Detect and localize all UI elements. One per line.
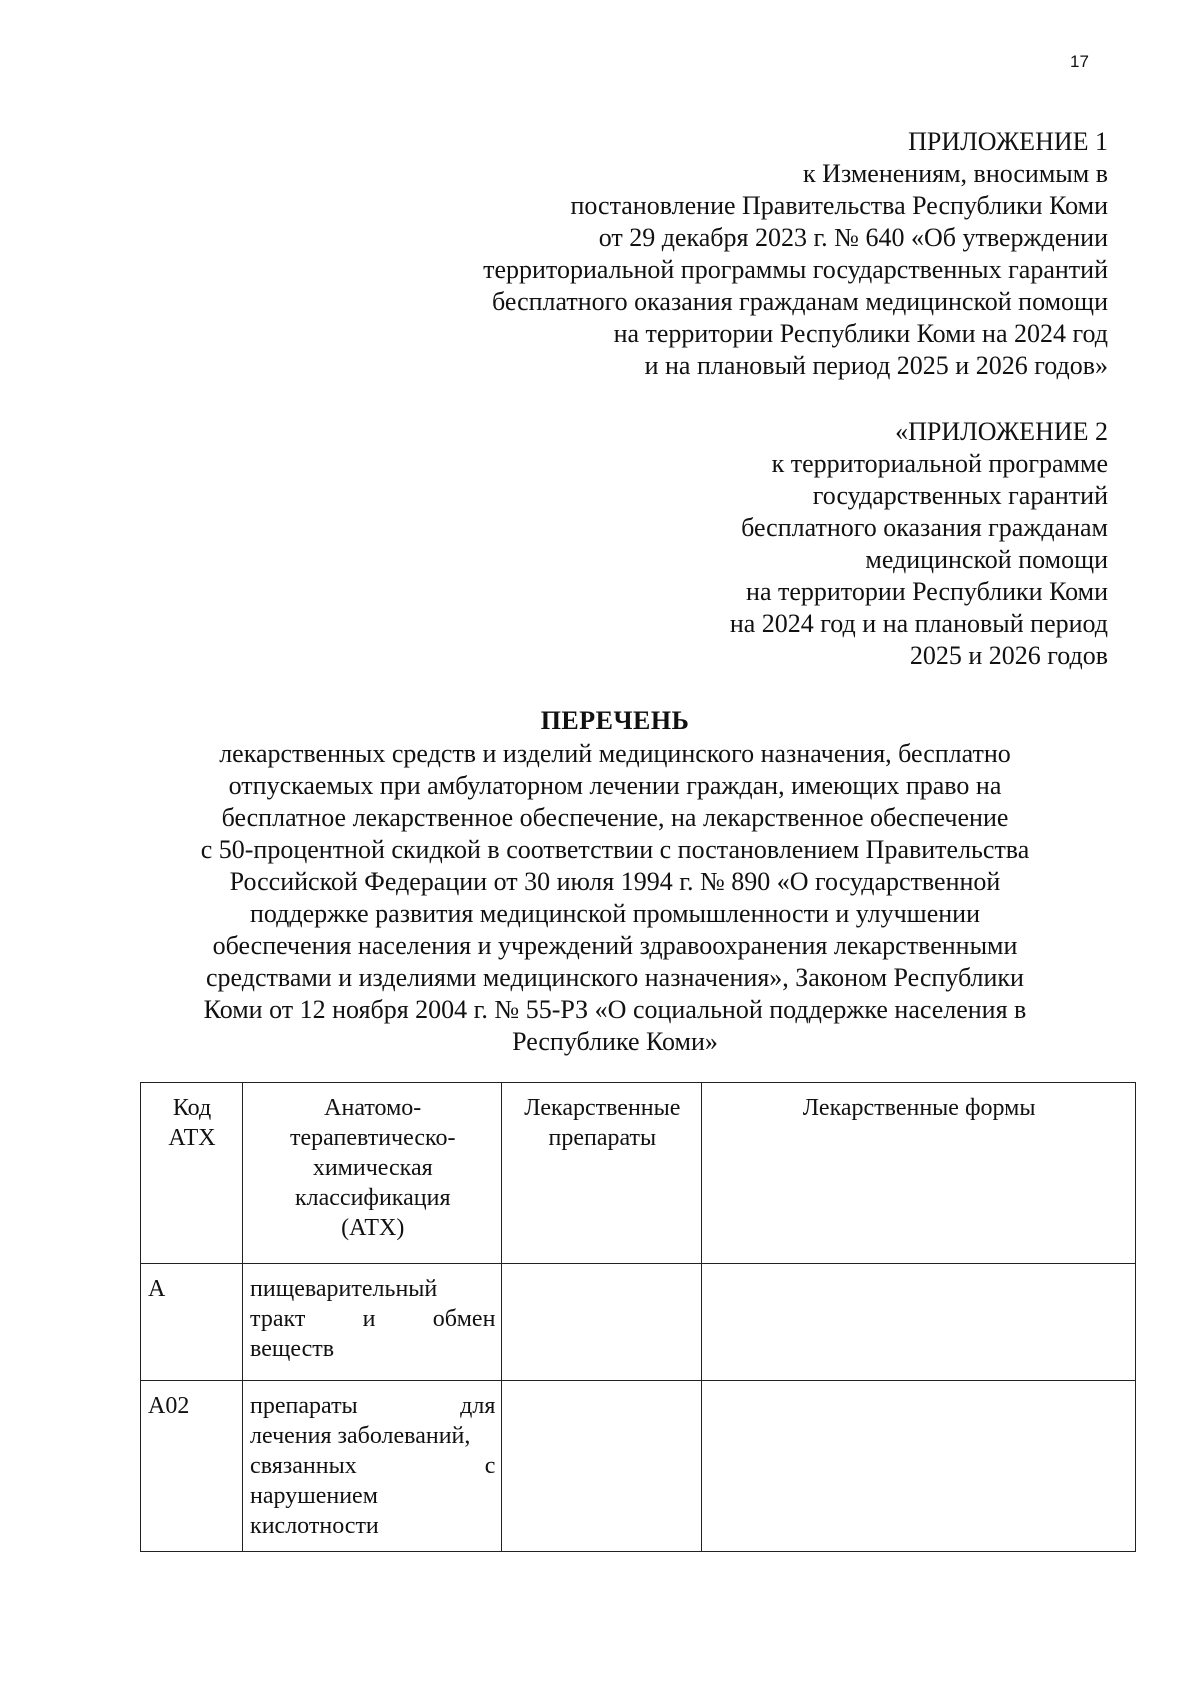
header-line: классификация [294, 1185, 451, 1211]
annex-1-line: от 29 декабря 2023 г. № 640 «Об утверждении [598, 223, 1108, 252]
cell-line: кислотности [250, 1513, 379, 1539]
subtitle-line: средствами и изделиями медицинского назначения», Законом Республики [206, 963, 1024, 992]
subtitle-line: отпускаемых при амбулаторном лечении граждан, имеющих право на [228, 771, 1002, 800]
header-line: Анатомо- [324, 1095, 422, 1121]
annex-2-heading [730, 416, 1108, 672]
header-line: (АТХ) [341, 1215, 405, 1241]
cell-medicines [502, 1381, 702, 1552]
document-title: ПЕРЕЧЕНЬ [540, 706, 690, 735]
header-line: препараты [548, 1125, 657, 1151]
header-dosage-forms [702, 1083, 1136, 1264]
subtitle-line: бесплатное лекарственное обеспечение, на лекарственное обеспечение [221, 803, 1009, 832]
annex-1-line: на территории Республики Коми на 2024 год [613, 319, 1108, 348]
annex-2-line: «ПРИЛОЖЕНИЕ 2 [895, 417, 1108, 446]
header-line: Код [172, 1095, 212, 1121]
cell-medicines [502, 1264, 702, 1381]
header-atc-code [141, 1083, 243, 1264]
subtitle-line: поддержке развития медицинской промышленности и улучшении [250, 899, 980, 928]
annex-1-heading [483, 126, 1108, 382]
table-row [141, 1264, 1136, 1381]
header-medicines [502, 1083, 702, 1264]
subtitle-line: Российской Федерации от 30 июля 1994 г. № 890 «О государственной [229, 867, 1001, 896]
annex-2-line: бесплатного оказания гражданам [741, 513, 1108, 542]
annex-2-line: медицинской помощи [865, 545, 1108, 574]
header-line: химическая [312, 1155, 433, 1181]
header-line: Лекарственные [524, 1095, 681, 1121]
annex-1-line: постановление Правительства Республики Коми [570, 191, 1108, 220]
cell-dosage-forms [702, 1381, 1136, 1552]
header-line: терапевтическо- [290, 1125, 456, 1151]
annex-2-line: на территории Республики Коми [746, 577, 1108, 606]
header-line: АТХ [168, 1125, 216, 1151]
subtitle-line: Республике Коми» [512, 1027, 718, 1056]
header-line: Лекарственные формы [802, 1095, 1036, 1121]
cell-line: связанных с [250, 1453, 496, 1479]
annex-1-line: к Изменениям, вносимым в [803, 159, 1108, 188]
cell-atc-code: А [141, 1264, 243, 1381]
cell-line: нарушением [250, 1483, 378, 1509]
annex-1-line: бесплатного оказания гражданам медицинской помощи [492, 287, 1108, 316]
annex-1-line: и на плановый период 2025 и 2026 годов» [644, 351, 1108, 380]
cell-line: веществ [250, 1336, 335, 1362]
cell-line: лечения заболеваний, [250, 1423, 471, 1449]
table-header-row [141, 1083, 1136, 1264]
subtitle-line: лекарственных средств и изделий медицинского назначения, бесплатно [219, 739, 1011, 768]
cell-atc-classification [243, 1381, 502, 1552]
cell-line: препараты для [250, 1393, 496, 1419]
subtitle-line: обеспечения населения и учреждений здравоохранения лекарственными [212, 931, 1018, 960]
cell-line: тракт и обмен [250, 1306, 496, 1332]
annex-2-line: 2025 и 2026 годов [909, 641, 1108, 670]
annex-2-line: к территориальной программе [771, 449, 1108, 478]
table-row [141, 1381, 1136, 1552]
subtitle-line: с 50-процентной скидкой в соответствии с постановлением Правительства [200, 835, 1030, 864]
atc-drug-table [140, 1082, 1136, 1552]
page-number: 17 [1070, 52, 1089, 71]
header-atc-classification [243, 1083, 502, 1264]
cell-atc-code: А02 [141, 1381, 243, 1552]
document-title-block [120, 704, 1110, 1058]
cell-dosage-forms [702, 1264, 1136, 1381]
annex-2-line: на 2024 год и на плановый период [729, 609, 1108, 638]
cell-line: пищеварительный [250, 1276, 438, 1302]
cell-atc-classification [243, 1264, 502, 1381]
annex-2-line: государственных гарантий [812, 481, 1108, 510]
annex-1-line: территориальной программы государственных гарантий [483, 255, 1108, 284]
subtitle-line: Коми от 12 ноября 2004 г. № 55-РЗ «О социальной поддержке населения в [203, 995, 1027, 1024]
annex-1-line: ПРИЛОЖЕНИЕ 1 [908, 127, 1108, 156]
